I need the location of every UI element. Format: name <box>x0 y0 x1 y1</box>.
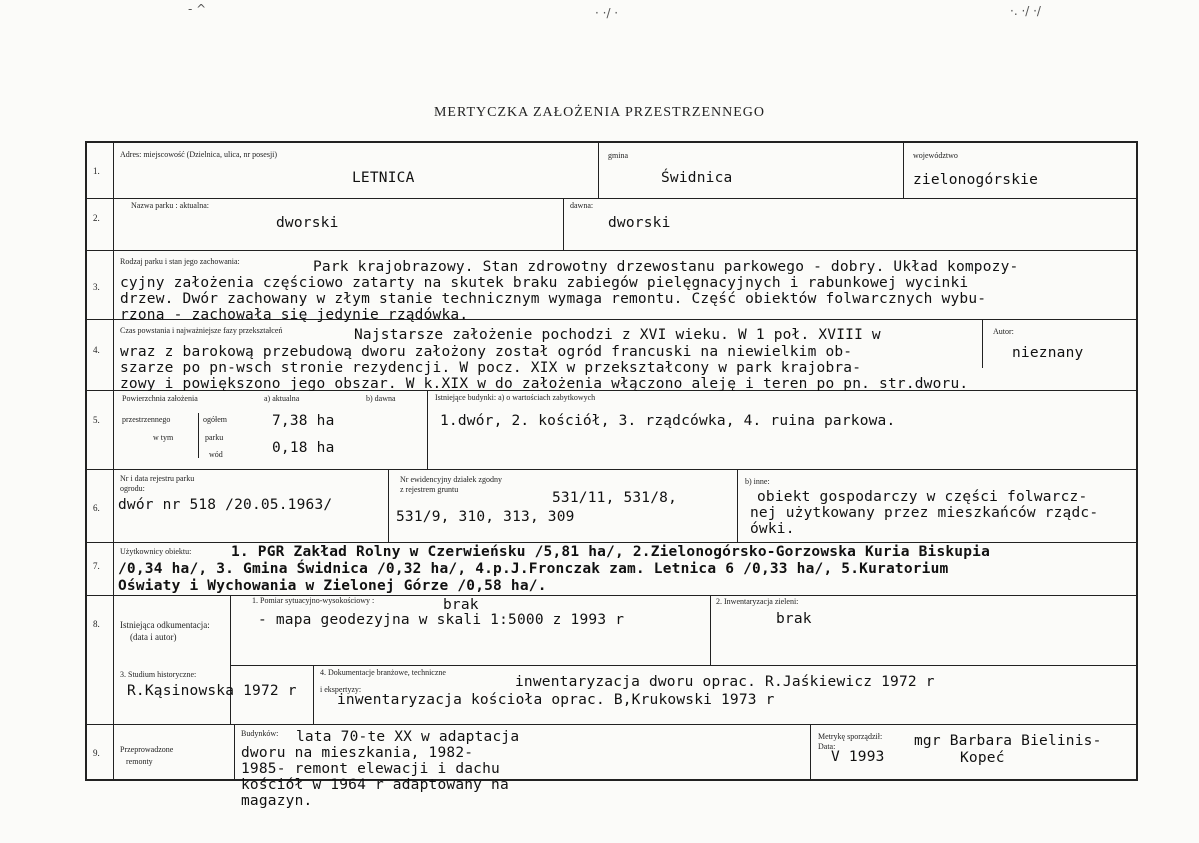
row-number: 8. <box>93 619 100 629</box>
author-value: nieznany <box>1012 345 1084 361</box>
cell-divider <box>313 665 314 724</box>
gmina-label: gmina <box>608 151 628 160</box>
history-line: szarze po pn-wsch stronie rezydencji. W pocz. XIX w przekształcony w park krajobra- <box>120 360 862 376</box>
renovation-line: dworu na mieszkania, 1982- <box>241 745 474 761</box>
documentation-label: Istniejąca odkumentacja: <box>120 620 210 630</box>
row-number: 3. <box>93 282 100 292</box>
park-type-line: rzona - zachowała się jedynie rządówka. <box>120 307 469 323</box>
renovation-line: kościół w 1964 r adaptowany na <box>241 777 509 793</box>
plots-value: 531/9, 310, 313, 309 <box>396 509 575 525</box>
cell-divider <box>710 595 711 665</box>
technical-docs-label-2: i ekspertyzy: <box>320 685 362 694</box>
area-label: Powierzchnia założenia <box>122 394 198 403</box>
technical-docs-value: inwentaryzacja kościoła oprac. B,Krukowski 1973 r <box>337 692 775 708</box>
frame-left <box>85 141 87 781</box>
area-former-label: b) dawna <box>366 394 396 403</box>
other-line: nej użytkowany przez mieszkańców rządc- <box>750 505 1099 521</box>
renovation-line: 1985- remont elewacji i dachu <box>241 761 500 777</box>
cell-divider <box>903 141 904 198</box>
existing-buildings-value: 1.dwór, 2. kościół, 3. rządcówka, 4. ruina parkowa. <box>440 413 896 429</box>
register-value: dwór nr 518 /20.05.1963/ <box>118 497 333 513</box>
row-separator <box>85 250 1138 251</box>
row-separator <box>230 665 1138 666</box>
renovations-label: Przeprowadzone <box>120 745 174 754</box>
cell-divider <box>388 469 389 542</box>
register-label: Nr i data rejestru parku <box>120 474 195 483</box>
cell-divider <box>982 319 983 368</box>
park-type-line: Park krajobrazowy. Stan zdrowotny drzewostanu parkowego - dobry. Układ kompozy- <box>313 259 1019 275</box>
scan-mark: ·. ·/ ·/ <box>1010 4 1041 18</box>
frame-right <box>1136 141 1138 781</box>
cell-divider <box>563 198 564 250</box>
history-line: wraz z barokową przebudową dworu założony został ogród francuski na niewielkim ob- <box>120 344 853 360</box>
renovated-buildings-label: Budynków: <box>241 729 279 738</box>
row-separator <box>85 595 1138 596</box>
form-title: MERTYCZKA ZAŁOŻENIA PRZESTRZENNEGO <box>433 105 766 120</box>
row-number: 1. <box>93 166 100 176</box>
park-type-line: cyjny założenia częściowo zatarty na skutek braku zabiegów pielęgnacyjnych i rabunkowej wycinki <box>120 275 969 291</box>
water-label: wód <box>209 450 223 459</box>
cell-divider <box>427 390 428 469</box>
prepared-by-value: Kopeć <box>960 750 1005 766</box>
cell-divider <box>230 595 231 724</box>
row-number: 9. <box>93 748 100 758</box>
park-label: parku <box>205 433 224 442</box>
history-line: Najstarsze założenie pochodzi z XVI wieku. W 1 poł. XVIII w <box>354 327 881 343</box>
renovations-label-2: remonty <box>126 757 153 766</box>
frame-top <box>85 141 1138 143</box>
other-line: obiekt gospodarczy w części folwarcz- <box>757 489 1088 505</box>
row-separator <box>85 469 1138 470</box>
users-line: 1. PGR Zakład Rolny w Czerwieńsku /5,81 ha/, 2.Zielonogórsko-Gorzowska Kuria Biskupia <box>231 544 991 560</box>
including-label: w tym <box>153 433 174 442</box>
scan-mark: - ^ <box>188 2 207 16</box>
greenery-label: 2. Inwentaryzacja zieleni: <box>716 597 799 606</box>
plots-label-2: z rejestrem gruntu <box>400 485 459 494</box>
users-line: Oświaty i Wychowania w Zielonej Górze /0,58 ha/. <box>118 578 547 594</box>
plots-label: Nr ewidencyjny działek zgodny <box>400 475 502 484</box>
area-subdivider <box>198 413 199 458</box>
cell-divider <box>598 141 599 198</box>
total-label: ogółem <box>203 415 227 424</box>
greenery-value: brak <box>776 611 812 627</box>
number-column-divider <box>113 141 114 781</box>
address-value: LETNICA <box>352 170 415 186</box>
survey-label: 1. Pomiar sytuacyjno-wysokościowy : <box>252 596 375 605</box>
former-name-value: dworski <box>608 215 671 231</box>
gmina-value: Świdnica <box>661 170 733 186</box>
row-separator <box>85 724 1138 725</box>
other-label: b) inne: <box>745 477 770 486</box>
row-separator <box>85 198 1138 199</box>
voivodeship-label: województwo <box>913 151 958 160</box>
former-name-label: dawna: <box>570 201 594 210</box>
row-number: 7. <box>93 561 100 571</box>
voivodeship-value: zielonogórskie <box>913 172 1039 188</box>
row-number: 5. <box>93 415 100 425</box>
prepared-by-value: mgr Barbara Bielinis- <box>914 733 1102 749</box>
register-sub-label: ogrodu: <box>120 484 145 493</box>
prepared-by-label: Metrykę sporządził: <box>818 732 883 741</box>
total-area-value: 7,38 ha <box>272 413 335 429</box>
renovation-line: lata 70-te XX w adaptacja <box>296 729 520 745</box>
cell-divider <box>810 724 811 781</box>
renovation-line: magazyn. <box>241 793 313 809</box>
address-label: Adres: miejscowość (Dzielnica, ulica, nr posesji) <box>120 150 278 159</box>
technical-docs-label: 4. Dokumentacje branżowe, techniczne <box>320 668 446 677</box>
historical-study-label: 3. Studium historyczne: <box>120 670 197 679</box>
date-value: V 1993 <box>831 749 885 765</box>
technical-docs-value: inwentaryzacja dworu oprac. R.Jaśkiewicz 1972 r <box>515 674 935 690</box>
row-number: 2. <box>93 213 100 223</box>
cell-divider <box>234 724 235 781</box>
history-line: zowy i powiększono jego obszar. W k.XIX w do założenia włączono aleję i teren po pn. str.dworu. <box>120 376 969 392</box>
users-label: Użytkownicy obiektu: <box>120 547 192 556</box>
park-name-label: Nazwa parku : aktualna: <box>131 201 209 210</box>
area-current-label: a) aktualna <box>264 394 300 403</box>
row-number: 4. <box>93 345 100 355</box>
spatial-label: przestrzennego <box>122 415 171 424</box>
park-type-label: Rodzaj parku i stan jego zachowania: <box>120 257 240 266</box>
existing-buildings-label: Istniejące budynki: a) o wartościach zabytkowych <box>435 393 596 402</box>
scan-mark: · ·/ · <box>595 6 619 20</box>
cell-divider <box>737 469 738 542</box>
row-separator <box>85 542 1138 543</box>
park-name-value: dworski <box>276 215 339 231</box>
row-number: 6. <box>93 503 100 513</box>
author-label: Autor: <box>993 327 1014 336</box>
documentation-sublabel: (data i autor) <box>130 632 177 642</box>
history-label: Czas powstania i najważniejsze fazy przekształceń <box>120 326 283 335</box>
users-line: /0,34 ha/, 3. Gmina Świdnica /0,32 ha/, 4.p.J.Fronczak zam. Letnica 6 /0,33 ha/, 5.Kuratorium <box>118 561 949 577</box>
survey-value: - mapa geodezyjna w skali 1:5000 z 1993 r <box>258 612 625 628</box>
water-area-value: 0,18 ha <box>272 440 335 456</box>
survey-value: brak <box>443 597 479 613</box>
plots-value: 531/11, 531/8, <box>552 490 678 506</box>
date-label: Data: <box>818 742 836 751</box>
other-line: ówki. <box>750 521 795 537</box>
park-type-line: drzew. Dwór zachowany w złym stanie technicznym wymaga remontu. Część obiektów folwarcznych wybu- <box>120 291 987 307</box>
historical-study-value: R.Kąsinowska 1972 r <box>127 683 297 699</box>
